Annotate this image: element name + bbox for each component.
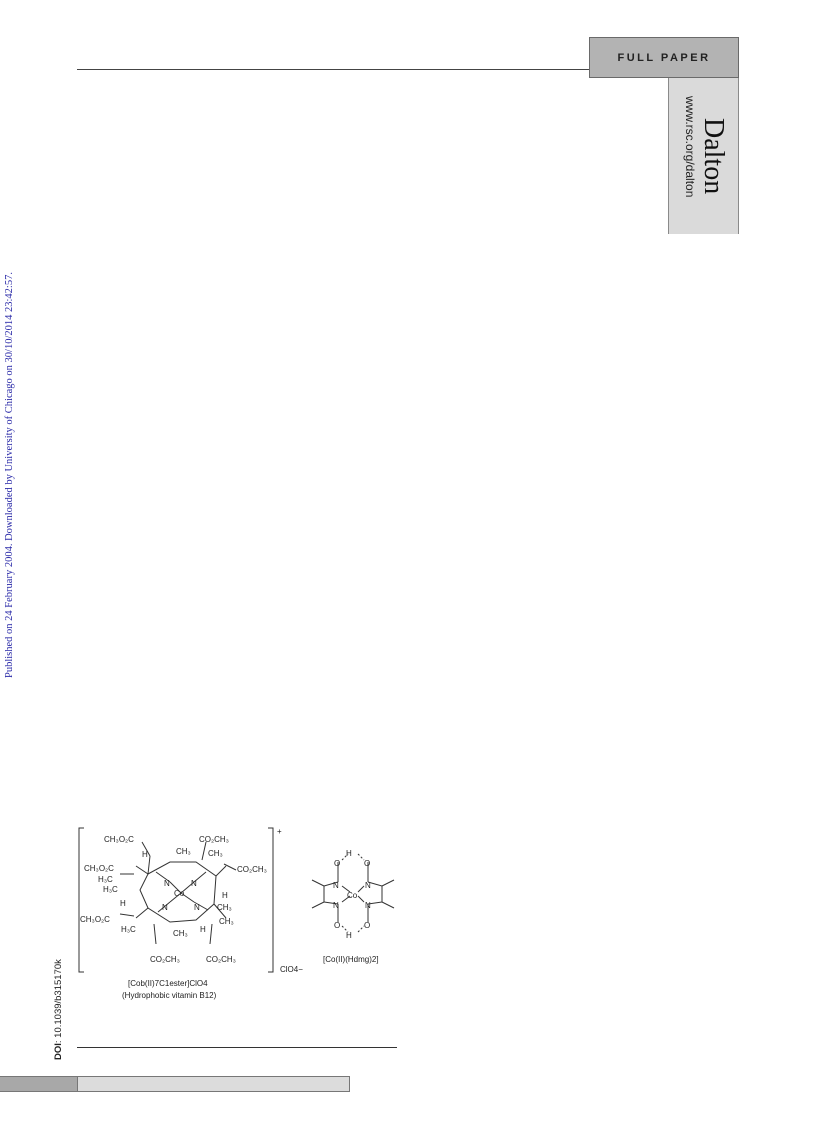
chemical-structures-figure — [76, 826, 406, 1016]
svg-text:N: N — [162, 903, 168, 912]
header-rule — [77, 69, 589, 70]
svg-text:CH₃: CH₃ — [217, 903, 232, 912]
svg-text:N: N — [164, 879, 170, 888]
left-bracket — [79, 828, 84, 972]
svg-text:H: H — [346, 931, 352, 940]
footer-bar-dark — [0, 1076, 77, 1092]
svg-text:O: O — [334, 921, 341, 930]
publication-note[interactable]: Published on 24 February 2004. Downloaded by University of Chicago on 30/10/2014 23:42:57. — [4, 272, 15, 678]
svg-text:H: H — [142, 850, 148, 859]
doi-prefix: DOI — [53, 1043, 64, 1060]
doi-value: : 10.1039/b315170k — [53, 959, 64, 1044]
dmg-center: Co — [347, 891, 358, 900]
svg-text:N: N — [333, 901, 339, 910]
charge-label: + — [277, 827, 282, 836]
svg-text:CO₂CH₃: CO₂CH₃ — [199, 835, 229, 844]
svg-text:N: N — [194, 903, 200, 912]
svg-text:O: O — [364, 921, 371, 930]
journal-url[interactable]: www.rsc.org/dalton — [683, 96, 697, 198]
svg-text:CH₃: CH₃ — [173, 929, 188, 938]
right-caption: [Co(II)(Hdmg)2] — [323, 955, 379, 964]
counter-ion: ClO4− — [280, 965, 303, 974]
svg-text:Co: Co — [174, 889, 185, 898]
svg-text:N: N — [365, 881, 371, 890]
svg-text:CH₃: CH₃ — [219, 917, 234, 926]
svg-text:H: H — [346, 849, 352, 858]
footer-rule — [77, 1047, 397, 1048]
svg-text:O: O — [334, 859, 341, 868]
left-caption-line1: [Cob(II)7C1ester]ClO4 — [128, 979, 208, 988]
svg-text:N: N — [191, 879, 197, 888]
svg-text:CO₂CH₃: CO₂CH₃ — [237, 865, 267, 874]
journal-name: Dalton — [698, 118, 729, 195]
svg-text:N: N — [365, 901, 371, 910]
svg-text:H: H — [200, 925, 206, 934]
svg-text:CO₂CH₃: CO₂CH₃ — [206, 955, 236, 964]
svg-text:H₃C: H₃C — [103, 885, 118, 894]
structures-drawing — [76, 826, 406, 1016]
svg-text:CO₂CH₃: CO₂CH₃ — [150, 955, 180, 964]
svg-text:H₃C: H₃C — [98, 875, 113, 884]
svg-text:CH₃O₂C: CH₃O₂C — [84, 864, 114, 873]
svg-text:H₃C: H₃C — [121, 925, 136, 934]
dmg-labels — [333, 849, 371, 940]
svg-text:N: N — [333, 881, 339, 890]
footer-bar-light — [77, 1076, 350, 1092]
right-bracket — [268, 828, 273, 972]
left-caption-line2: (Hydrophobic vitamin B12) — [122, 991, 217, 1000]
svg-text:CH₃O₂C: CH₃O₂C — [80, 915, 110, 924]
section-label: FULL PAPER — [589, 37, 739, 78]
doi-note — [53, 959, 64, 1060]
svg-text:O: O — [364, 859, 371, 868]
svg-text:CH₃: CH₃ — [176, 847, 191, 856]
svg-text:CH₃: CH₃ — [208, 849, 223, 858]
svg-text:H: H — [120, 899, 126, 908]
svg-text:H: H — [222, 891, 228, 900]
svg-text:CH₃O₂C: CH₃O₂C — [104, 835, 134, 844]
